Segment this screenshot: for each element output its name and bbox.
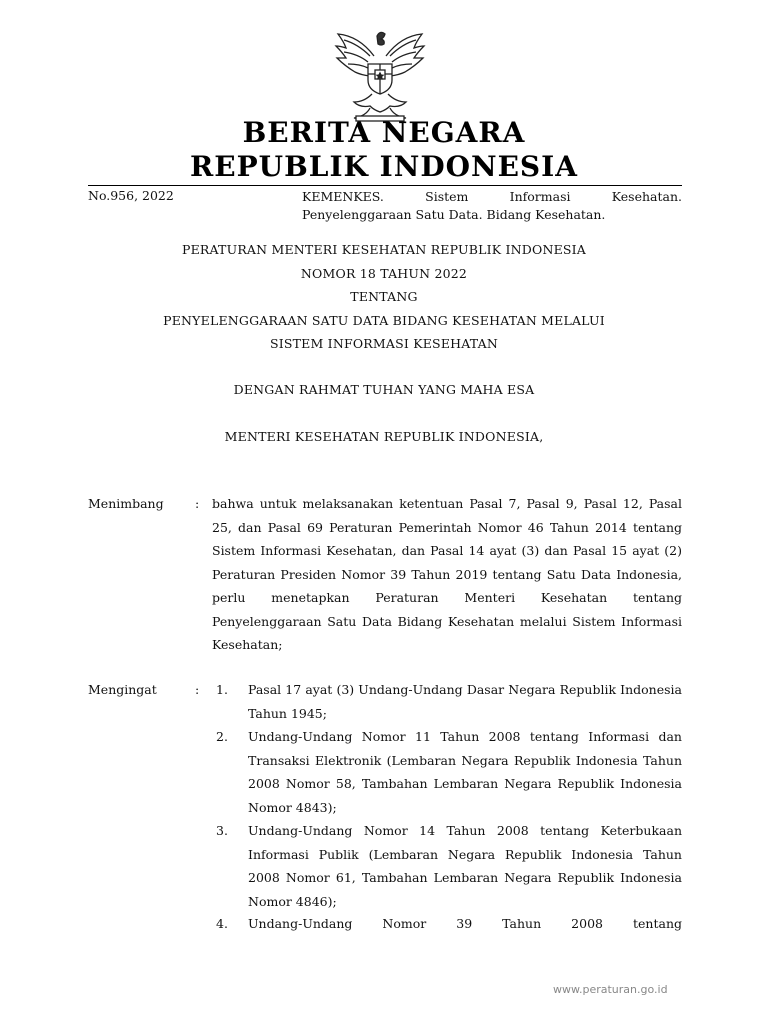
regulation-subject-line1: PENYELENGGARAAN SATU DATA BIDANG KESEHATAN MELALUI (163, 313, 605, 328)
page-title-line2: REPUBLIK INDONESIA (190, 150, 578, 183)
document-description (302, 188, 682, 224)
list-item: Undang-Undang Nomor 11 Tahun 2008 tentang Informasi dan Transaksi Elektronik (Lembaran Negara Republik Indonesia Tahun 2008 Nomor 58, Tambahan Lembaran Negara Republik Indonesia Nomor 4843); (248, 729, 682, 815)
regulation-tentang: TENTANG (350, 289, 418, 304)
page-title-line1: BERITA NEGARA (242, 116, 526, 149)
mengingat-colon: : (195, 682, 200, 697)
list-item-number: 2. (216, 729, 228, 744)
menimbang-label: Menimbang (88, 496, 164, 511)
document-number: No.956, 2022 (88, 188, 174, 203)
desc-word: KEMENKES. (302, 189, 384, 204)
desc-line2: Penyelenggaraan Satu Data. Bidang Kesehatan. (302, 207, 606, 222)
issuer: MENTERI KESEHATAN REPUBLIK INDONESIA, (224, 429, 544, 444)
regulation-number: NOMOR 18 TAHUN 2022 (300, 266, 468, 281)
regulation-title: PERATURAN MENTERI KESEHATAN REPUBLIK INDONESIA (181, 242, 587, 257)
list-item: Pasal 17 ayat (3) Undang-Undang Dasar Negara Republik Indonesia Tahun 1945; (248, 682, 682, 721)
list-item: Undang-Undang Nomor 14 Tahun 2008 tentang Keterbukaan Informasi Publik (Lembaran Negara Republik Indonesia Tahun 2008 Nomor 61, Tambahan Lembaran Negara Republik Indonesia Nomor 4846); (248, 823, 682, 909)
garuda-emblem-icon (330, 26, 430, 126)
mengingat-label: Mengingat (88, 682, 157, 697)
desc-word: Informasi (509, 189, 571, 204)
footer-url[interactable]: www.peraturan.go.id (553, 983, 668, 996)
desc-word: Sistem (425, 189, 469, 204)
desc-word: Kesehatan. (611, 189, 682, 204)
list-item-number: 1. (216, 682, 228, 697)
header-divider (88, 185, 682, 186)
menimbang-text: bahwa untuk melaksanakan ketentuan Pasal 7, Pasal 9, Pasal 12, Pasal 25, dan Pasal 69 Peraturan Pemerintah Nomor 46 Tahun 2014 tentang Sistem Informasi Kesehatan, dan Pasal 14 ayat (3) dan Pasal 15 ayat (2) Peraturan Presiden Nomor 39 Tahun 2019 tentang Satu Data Indonesia, perlu menetapkan Peraturan Menteri Kesehatan tentang Penyelenggaraan Satu Data Bidang Kesehatan melalui Sistem Informasi Kesehatan; (212, 496, 682, 652)
invocation: DENGAN RAHMAT TUHAN YANG MAHA ESA (233, 382, 535, 397)
regulation-subject-line2: SISTEM INFORMASI KESEHATAN (269, 336, 499, 351)
list-item-number: 3. (216, 823, 228, 838)
list-item-number: 4. (216, 916, 228, 931)
menimbang-colon: : (195, 496, 200, 511)
list-item: Undang-Undang Nomor 39 Tahun 2008 tentang (248, 916, 682, 931)
